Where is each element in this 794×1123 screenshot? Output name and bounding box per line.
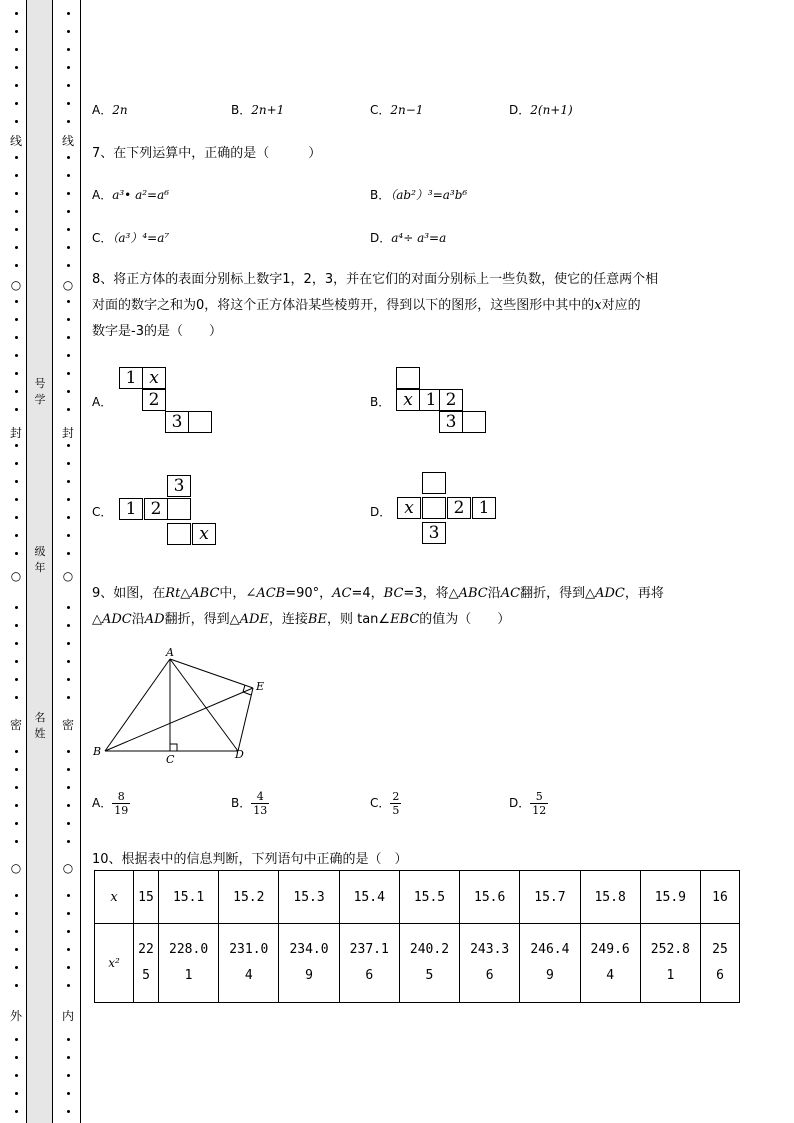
binding-dot <box>15 390 18 393</box>
net-cell: x <box>396 389 420 411</box>
row-head-x: x <box>95 871 134 924</box>
q6-option-a[interactable]: A．2n <box>92 103 128 117</box>
binding-dot <box>15 12 18 15</box>
binding-dot <box>15 768 18 771</box>
binding-dot <box>15 642 18 645</box>
binding-dot <box>67 984 70 987</box>
binding-dot <box>67 174 70 177</box>
binding-dot <box>15 804 18 807</box>
binding-dot <box>15 246 18 249</box>
binding-dot <box>67 336 70 339</box>
binding-dot <box>67 498 70 501</box>
net-cell: 1 <box>119 498 143 520</box>
net-cell: 2 <box>439 389 463 411</box>
net-cell: 3 <box>439 411 463 433</box>
binding-dot <box>15 1074 18 1077</box>
mark-circle-outer-3: ○ <box>10 861 22 875</box>
binding-dot <box>15 228 18 231</box>
binding-dot <box>15 1038 18 1041</box>
binding-dot <box>67 444 70 447</box>
binding-dot <box>67 750 70 753</box>
net-cell: 2 <box>142 389 166 411</box>
binding-dot <box>15 678 18 681</box>
binding-dot <box>15 408 18 411</box>
net-cell: 3 <box>422 522 446 544</box>
binding-dot <box>15 354 18 357</box>
net-cell: 2 <box>447 497 471 519</box>
mark-circle-outer-1: ○ <box>10 278 22 292</box>
binding-dot <box>15 1056 18 1059</box>
binding-dot <box>15 318 18 321</box>
binding-dot <box>67 516 70 519</box>
cell-x: 15.5 <box>399 871 459 924</box>
binding-dot <box>67 678 70 681</box>
cell-x: 15.6 <box>460 871 520 924</box>
binding-dot <box>15 840 18 843</box>
cell-x: 15.1 <box>158 871 218 924</box>
mark-mi-inner: 密 <box>61 718 74 732</box>
cell-x: 15.7 <box>520 871 580 924</box>
binding-dot <box>15 786 18 789</box>
binding-dot <box>15 624 18 627</box>
q8-stem-line-3: 数字是-3的是（ ） <box>92 324 222 339</box>
net-cell: x <box>142 367 166 389</box>
binding-dot <box>67 840 70 843</box>
net-cell: x <box>397 497 421 519</box>
mark-wai-outer: 外 <box>9 1009 22 1023</box>
binding-dot <box>67 354 70 357</box>
binding-dot <box>15 552 18 555</box>
row-head-x-squared: x² <box>95 924 134 1003</box>
binding-dot <box>15 606 18 609</box>
q7-stem: 7、在下列运算中，正确的是（ ） <box>92 146 322 161</box>
binding-dot <box>15 948 18 951</box>
binding-dot <box>15 300 18 303</box>
binding-dot <box>67 192 70 195</box>
cell-x2: 22 5 <box>134 924 159 1003</box>
cell-x: 16 <box>701 871 740 924</box>
q6-option-c[interactable]: C．2n−1 <box>370 103 424 117</box>
binding-dot <box>15 966 18 969</box>
binding-dot <box>67 1110 70 1113</box>
table-row-x <box>95 871 740 924</box>
binding-dot <box>67 1056 70 1059</box>
q9-option-b[interactable]: B． $\frac{4}{13}$ <box>231 790 268 817</box>
binding-dot <box>67 48 70 51</box>
binding-dot <box>15 1092 18 1095</box>
binding-dot <box>67 228 70 231</box>
binding-dot <box>67 12 70 15</box>
binding-dot <box>67 606 70 609</box>
mark-feng-outer: 封 <box>9 426 22 440</box>
net-cell <box>167 523 191 545</box>
binding-dot <box>15 534 18 537</box>
q8-option-a-label[interactable]: A． <box>92 395 113 409</box>
net-cell <box>462 411 486 433</box>
cell-x2: 249.6 4 <box>580 924 640 1003</box>
q9-triangle-figure <box>90 645 280 770</box>
binding-dot <box>15 156 18 159</box>
binding-dot <box>67 624 70 627</box>
segment-ad <box>170 659 238 751</box>
cell-x2: 240.2 5 <box>399 924 459 1003</box>
cell-x2: 252.8 1 <box>640 924 700 1003</box>
fraction: $\frac{2}{5}$ <box>392 790 400 817</box>
cell-x2: 234.0 9 <box>279 924 339 1003</box>
label-b: B <box>93 745 102 758</box>
binding-dot <box>67 822 70 825</box>
q8-option-d-label[interactable]: D． <box>370 505 392 519</box>
cell-x: 15.2 <box>219 871 279 924</box>
table-row-x-squared <box>95 924 740 1003</box>
binding-dot <box>67 786 70 789</box>
binding-dot <box>67 300 70 303</box>
q8-stem-line-2: 对面的数字之和为0，将这个正方体沿某些棱剪开，得到以下的图形，这些图形中其中的x对应的 <box>92 298 641 313</box>
binding-dot <box>67 372 70 375</box>
label-d: D <box>235 748 244 761</box>
q6-option-b[interactable]: B．2n+1 <box>231 103 285 117</box>
binding-dot <box>67 768 70 771</box>
q9-stem-line-1: 9、如图，在Rt△ABC中，∠ACB=90°，AC=4，BC=3，将△ABC沿AC翻折，得到△ADC，再将 <box>92 586 664 601</box>
cell-x2: 246.4 9 <box>520 924 580 1003</box>
binding-dot <box>67 84 70 87</box>
binding-dot <box>67 408 70 411</box>
binding-dot <box>15 984 18 987</box>
label-a: A <box>166 646 174 659</box>
q8-stem-line-1: 8、将正方体的表面分别标上数字1，2，3，并在它们的对面分别标上一些负数，使它的任意两个相 <box>92 272 659 287</box>
binding-dot <box>15 480 18 483</box>
binding-dot <box>15 102 18 105</box>
binding-dot <box>15 174 18 177</box>
binding-dot <box>67 804 70 807</box>
mark-nei-inner: 内 <box>61 1009 74 1023</box>
q7-option-d[interactable]: D．a⁴÷ a³=a <box>370 231 447 245</box>
cell-x2: 243.3 6 <box>460 924 520 1003</box>
cell-x: 15.3 <box>279 871 339 924</box>
binding-dot <box>15 750 18 753</box>
binding-dot <box>67 66 70 69</box>
binding-dot <box>15 894 18 897</box>
net-cell: 1 <box>419 389 443 411</box>
mark-circle-inner-1: ○ <box>62 278 74 292</box>
binding-dot <box>15 66 18 69</box>
cell-x: 15.9 <box>640 871 700 924</box>
binding-dot <box>67 894 70 897</box>
binding-dot <box>67 966 70 969</box>
net-cell <box>188 411 212 433</box>
net-cell: 1 <box>119 367 143 389</box>
q9-option-c[interactable]: C． $\frac{2}{5}$ <box>370 790 400 817</box>
binding-dot <box>67 660 70 663</box>
binding-dot <box>67 696 70 699</box>
binding-dot <box>15 372 18 375</box>
q9-stem-line-2: △ADC沿AD翻折，得到△ADE，连接BE，则 tan∠EBC的值为（ ） <box>92 612 511 627</box>
binding-dot <box>15 498 18 501</box>
cell-x2: 228.0 1 <box>158 924 218 1003</box>
binding-dot <box>67 948 70 951</box>
binding-dot <box>15 462 18 465</box>
binding-dot <box>67 534 70 537</box>
binding-dot <box>15 696 18 699</box>
binding-dot <box>67 480 70 483</box>
binding-dot <box>15 516 18 519</box>
binding-dot <box>67 912 70 915</box>
q8-option-b-label[interactable]: B． <box>370 395 391 409</box>
net-cell: 2 <box>144 498 168 520</box>
q9-option-a[interactable]: A． $\frac{8}{19}$ <box>92 790 129 817</box>
mark-xian-inner: 线 <box>61 134 74 148</box>
net-cell <box>167 498 191 520</box>
mark-feng-inner: 封 <box>61 426 74 440</box>
binding-dot <box>15 1110 18 1113</box>
fraction: $\frac{8}{19}$ <box>114 790 129 817</box>
binding-dot <box>15 444 18 447</box>
mark-mi-outer: 密 <box>9 718 22 732</box>
fraction: $\frac{4}{13}$ <box>253 790 268 817</box>
net-cell: 3 <box>165 411 189 433</box>
binding-dot <box>67 246 70 249</box>
q9-option-d[interactable]: D． $\frac{5}{12}$ <box>509 790 547 817</box>
right-angle-c <box>170 744 177 751</box>
binding-dot <box>15 912 18 915</box>
q7-option-c[interactable]: C．（a³）⁴=a⁷ <box>92 231 170 245</box>
segment-ae <box>170 659 253 688</box>
net-cell <box>422 472 446 494</box>
binding-dot <box>67 1074 70 1077</box>
binding-dot <box>15 336 18 339</box>
q10-stem: 10、根据表中的信息判断，下列语句中正确的是（ ） <box>92 852 408 867</box>
binding-dot <box>67 30 70 33</box>
binding-dot <box>67 552 70 555</box>
net-cell: x <box>192 523 216 545</box>
binding-dot <box>15 30 18 33</box>
cell-x: 15 <box>134 871 159 924</box>
binding-dot <box>15 192 18 195</box>
mark-circle-inner-2: ○ <box>62 569 74 583</box>
binding-dot <box>67 930 70 933</box>
q6-option-d[interactable]: D．2(n+1) <box>509 103 573 117</box>
binding-dot <box>67 102 70 105</box>
cell-x2: 237.1 6 <box>339 924 399 1003</box>
fraction: $\frac{5}{12}$ <box>532 790 547 817</box>
binding-dot <box>15 120 18 123</box>
net-cell: 1 <box>472 497 496 519</box>
mark-circle-outer-2: ○ <box>10 569 22 583</box>
segment-ed <box>238 688 253 751</box>
binding-dot <box>67 120 70 123</box>
q7-option-a[interactable]: A．a³• a²=a⁶ <box>92 188 170 202</box>
binding-dot <box>67 156 70 159</box>
label-e: E <box>256 680 265 693</box>
q7-option-b[interactable]: B．（ab²）³=a³b⁶ <box>370 188 468 202</box>
binding-dot <box>67 264 70 267</box>
binding-dot <box>67 390 70 393</box>
field-grade: 级 年 <box>34 545 46 574</box>
binding-dot <box>15 210 18 213</box>
net-gap <box>165 389 189 411</box>
binding-dot <box>15 264 18 267</box>
mark-xian-outer: 线 <box>9 134 22 148</box>
binding-dot <box>67 210 70 213</box>
binding-dot <box>67 318 70 321</box>
cell-x: 15.8 <box>580 871 640 924</box>
net-cell <box>422 497 446 519</box>
binding-dot <box>15 48 18 51</box>
cell-x2: 25 6 <box>701 924 740 1003</box>
q10-table <box>94 870 740 1003</box>
binding-cut-line <box>80 0 81 1123</box>
cell-x2: 231.0 4 <box>219 924 279 1003</box>
mark-circle-inner-3: ○ <box>62 861 74 875</box>
binding-dot <box>15 660 18 663</box>
field-student-id: 号 学 <box>34 377 46 406</box>
binding-dot <box>67 1038 70 1041</box>
binding-dot <box>15 930 18 933</box>
binding-dot <box>67 462 70 465</box>
net-cell <box>396 367 420 389</box>
binding-dot <box>15 822 18 825</box>
label-c: C <box>166 753 175 766</box>
cell-x: 15.4 <box>339 871 399 924</box>
binding-dot <box>67 1092 70 1095</box>
field-name: 名 姓 <box>34 711 46 740</box>
net-cell: 3 <box>167 475 191 497</box>
q8-option-c-label[interactable]: C． <box>92 505 113 519</box>
binding-dot <box>15 84 18 87</box>
binding-dot <box>67 642 70 645</box>
